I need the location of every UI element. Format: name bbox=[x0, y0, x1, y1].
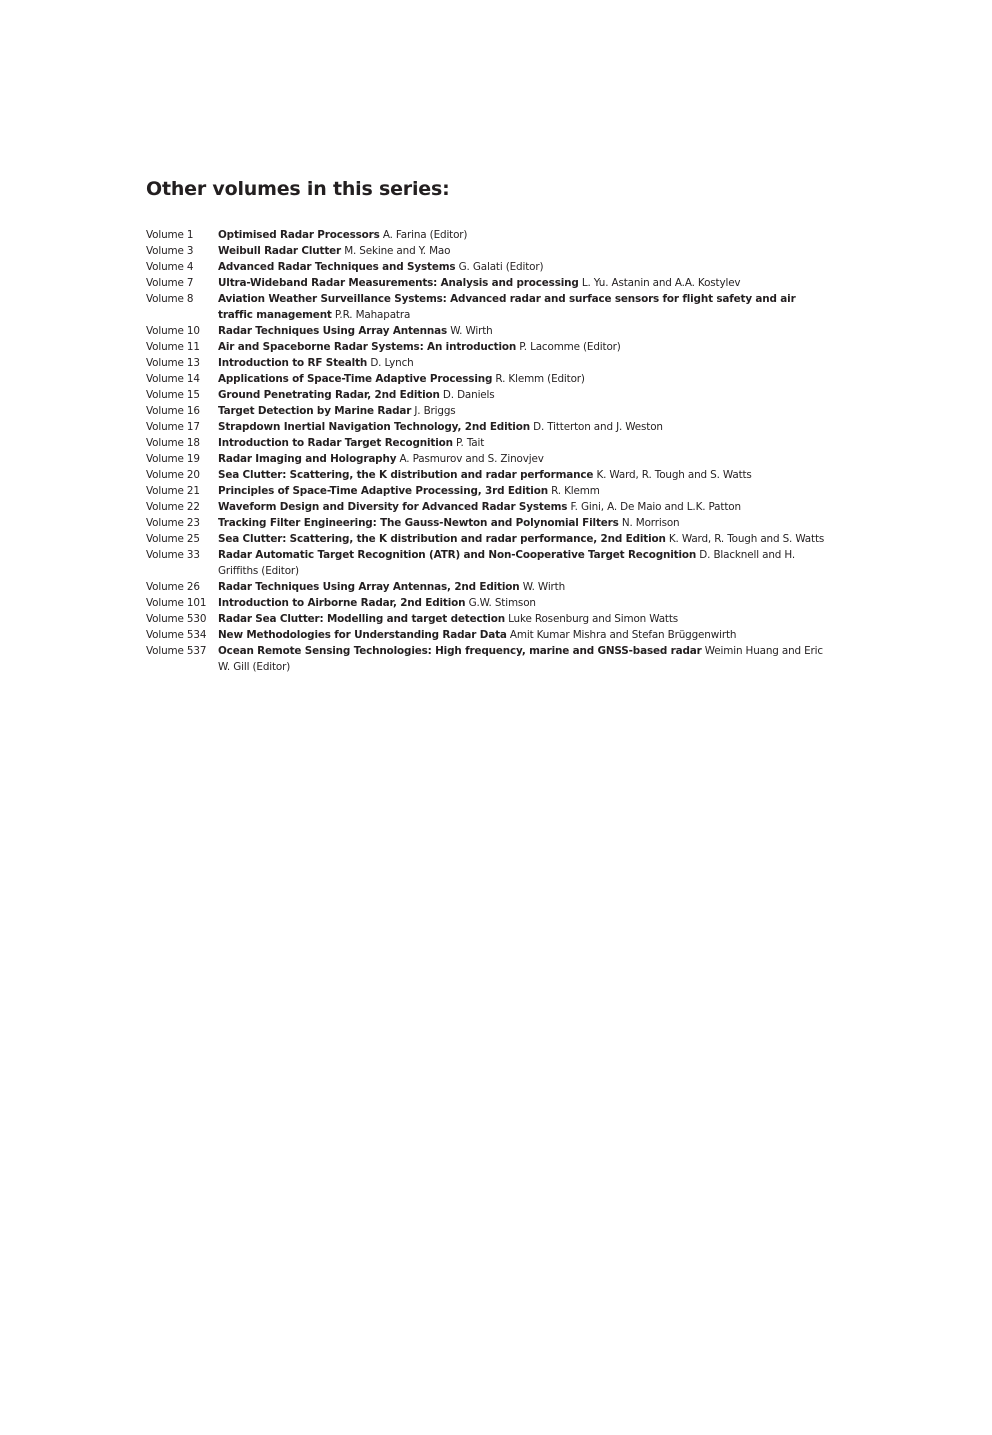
volume-authors: N. Morrison bbox=[621, 517, 680, 529]
volume-title: Principles of Space-Time Adaptive Processing, 3rd Edition bbox=[218, 485, 548, 497]
volume-title: Radar Imaging and Holography bbox=[218, 453, 397, 465]
list-item bbox=[146, 403, 826, 419]
volume-authors: P.R. Mahapatra bbox=[334, 309, 411, 321]
list-item bbox=[146, 227, 826, 243]
volume-authors: D. Blacknell and H. Griffiths (Editor) bbox=[218, 549, 795, 577]
volume-list bbox=[146, 227, 826, 675]
volume-authors: L. Yu. Astanin and A.A. Kostylev bbox=[581, 277, 741, 289]
volume-number: Volume 22 bbox=[146, 501, 200, 513]
volume-entry bbox=[218, 355, 826, 371]
volume-title: Tracking Filter Engineering: The Gauss-Newton and Polynomial Filters bbox=[218, 517, 619, 529]
volume-number: Volume 101 bbox=[146, 597, 207, 609]
volume-entry bbox=[218, 515, 826, 531]
volume-number: Volume 10 bbox=[146, 325, 200, 337]
list-item bbox=[146, 643, 826, 675]
volume-number: Volume 15 bbox=[146, 389, 200, 401]
volume-title: Ground Penetrating Radar, 2nd Edition bbox=[218, 389, 440, 401]
volume-number: Volume 7 bbox=[146, 277, 194, 289]
list-item bbox=[146, 419, 826, 435]
volume-title: Sea Clutter: Scattering, the K distribution and radar performance, 2nd Edition bbox=[218, 533, 666, 545]
series-page bbox=[146, 176, 826, 675]
volume-number: Volume 534 bbox=[146, 629, 207, 641]
volume-entry bbox=[218, 291, 826, 323]
volume-number: Volume 26 bbox=[146, 581, 200, 593]
volume-authors: W. Wirth bbox=[522, 581, 566, 593]
list-item bbox=[146, 483, 826, 499]
volume-authors: A. Farina (Editor) bbox=[382, 229, 468, 241]
volume-entry bbox=[218, 595, 826, 611]
volume-number: Volume 3 bbox=[146, 245, 194, 257]
volume-number: Volume 23 bbox=[146, 517, 200, 529]
volume-entry bbox=[218, 419, 826, 435]
volume-entry bbox=[218, 643, 826, 675]
volume-title: Radar Sea Clutter: Modelling and target detection bbox=[218, 613, 505, 625]
volume-title: Ocean Remote Sensing Technologies: High frequency, marine and GNSS-based radar bbox=[218, 645, 702, 657]
volume-authors: P. Lacomme (Editor) bbox=[519, 341, 621, 353]
volume-title: Sea Clutter: Scattering, the K distribution and radar performance bbox=[218, 469, 594, 481]
list-item bbox=[146, 467, 826, 483]
volume-number: Volume 11 bbox=[146, 341, 200, 353]
volume-entry bbox=[218, 403, 826, 419]
volume-authors: Weimin Huang and Eric W. Gill (Editor) bbox=[218, 645, 823, 673]
volume-authors: A. Pasmurov and S. Zinovjev bbox=[399, 453, 544, 465]
volume-authors: P. Tait bbox=[456, 437, 485, 449]
volume-title: Advanced Radar Techniques and Systems bbox=[218, 261, 456, 273]
volume-authors: W. Wirth bbox=[450, 325, 493, 337]
volume-entry bbox=[218, 467, 826, 483]
list-item bbox=[146, 451, 826, 467]
volume-entry bbox=[218, 243, 826, 259]
page-title: Other volumes in this series: bbox=[146, 178, 450, 200]
list-item bbox=[146, 627, 826, 643]
volume-number: Volume 19 bbox=[146, 453, 200, 465]
volume-authors: R. Klemm bbox=[551, 485, 600, 497]
volume-entry bbox=[218, 323, 826, 339]
list-item bbox=[146, 611, 826, 627]
volume-title: Strapdown Inertial Navigation Technology, 2nd Edition bbox=[218, 421, 530, 433]
volume-number: Volume 21 bbox=[146, 485, 200, 497]
list-item bbox=[146, 243, 826, 259]
volume-authors: K. Ward, R. Tough and S. Watts bbox=[596, 469, 752, 481]
volume-title: Radar Automatic Target Recognition (ATR) and Non-Cooperative Target Recognition bbox=[218, 549, 697, 561]
volume-authors: G. Galati (Editor) bbox=[458, 261, 544, 273]
volume-number: Volume 13 bbox=[146, 357, 200, 369]
volume-number: Volume 1 bbox=[146, 229, 194, 241]
volume-number: Volume 17 bbox=[146, 421, 200, 433]
volume-authors: Amit Kumar Mishra and Stefan Brüggenwirth bbox=[509, 629, 737, 641]
list-item bbox=[146, 339, 826, 355]
volume-entry bbox=[218, 387, 826, 403]
volume-authors: J. Briggs bbox=[414, 405, 456, 417]
volume-number: Volume 537 bbox=[146, 645, 207, 657]
volume-entry bbox=[218, 227, 826, 243]
volume-entry bbox=[218, 499, 826, 515]
volume-authors: D. Lynch bbox=[370, 357, 414, 369]
volume-entry bbox=[218, 259, 826, 275]
volume-authors: R. Klemm (Editor) bbox=[495, 373, 585, 385]
volume-title: Aviation Weather Surveillance Systems: Advanced radar and surface sensors for flight safety and air traffic management bbox=[218, 293, 796, 321]
list-item bbox=[146, 355, 826, 371]
list-item bbox=[146, 259, 826, 275]
list-item bbox=[146, 595, 826, 611]
volume-entry bbox=[218, 275, 826, 291]
volume-number: Volume 4 bbox=[146, 261, 194, 273]
volume-number: Volume 20 bbox=[146, 469, 200, 481]
volume-number: Volume 16 bbox=[146, 405, 200, 417]
volume-authors: Luke Rosenburg and Simon Watts bbox=[508, 613, 679, 625]
volume-title: Ultra-Wideband Radar Measurements: Analysis and processing bbox=[218, 277, 579, 289]
volume-entry bbox=[218, 579, 826, 595]
volume-title: Introduction to Radar Target Recognition bbox=[218, 437, 453, 449]
volume-entry bbox=[218, 611, 826, 627]
volume-entry bbox=[218, 451, 826, 467]
volume-number: Volume 25 bbox=[146, 533, 200, 545]
volume-title: Radar Techniques Using Array Antennas, 2nd Edition bbox=[218, 581, 520, 593]
volume-authors: K. Ward, R. Tough and S. Watts bbox=[668, 533, 825, 545]
list-item bbox=[146, 579, 826, 595]
volume-number: Volume 33 bbox=[146, 549, 200, 561]
volume-authors: D. Daniels bbox=[442, 389, 495, 401]
list-item bbox=[146, 387, 826, 403]
volume-number: Volume 14 bbox=[146, 373, 200, 385]
volume-title: Applications of Space-Time Adaptive Processing bbox=[218, 373, 493, 385]
volume-number: Volume 530 bbox=[146, 613, 207, 625]
volume-authors: G.W. Stimson bbox=[468, 597, 536, 609]
volume-title: Introduction to RF Stealth bbox=[218, 357, 368, 369]
volume-authors: F. Gini, A. De Maio and L.K. Patton bbox=[570, 501, 741, 513]
volume-entry bbox=[218, 483, 826, 499]
list-item bbox=[146, 291, 826, 323]
volume-number: Volume 8 bbox=[146, 293, 194, 305]
volume-title: Optimised Radar Processors bbox=[218, 229, 380, 241]
volume-title: Weibull Radar Clutter bbox=[218, 245, 342, 257]
list-item bbox=[146, 531, 826, 547]
volume-number: Volume 18 bbox=[146, 437, 200, 449]
list-item bbox=[146, 499, 826, 515]
list-item bbox=[146, 435, 826, 451]
list-item bbox=[146, 547, 826, 579]
volume-entry bbox=[218, 627, 826, 643]
volume-authors: M. Sekine and Y. Mao bbox=[344, 245, 451, 257]
volume-title: Target Detection by Marine Radar bbox=[218, 405, 412, 417]
list-item bbox=[146, 275, 826, 291]
volume-title: Air and Spaceborne Radar Systems: An introduction bbox=[218, 341, 517, 353]
list-item bbox=[146, 371, 826, 387]
volume-entry bbox=[218, 531, 826, 547]
volume-title: Waveform Design and Diversity for Advanced Radar Systems bbox=[218, 501, 568, 513]
list-item bbox=[146, 515, 826, 531]
volume-authors: D. Titterton and J. Weston bbox=[533, 421, 663, 433]
volume-title: Introduction to Airborne Radar, 2nd Edition bbox=[218, 597, 466, 609]
list-item bbox=[146, 323, 826, 339]
volume-entry bbox=[218, 435, 826, 451]
volume-title: New Methodologies for Understanding Radar Data bbox=[218, 629, 507, 641]
volume-entry bbox=[218, 339, 826, 355]
volume-entry bbox=[218, 371, 826, 387]
volume-title: Radar Techniques Using Array Antennas bbox=[218, 325, 448, 337]
volume-entry bbox=[218, 547, 826, 579]
